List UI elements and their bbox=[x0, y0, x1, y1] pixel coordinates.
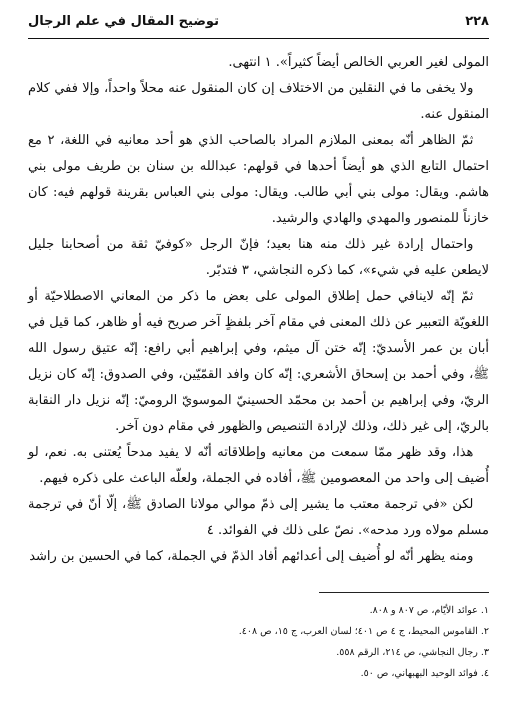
footnote-3: ٣. رجال النجاشي، ص ٢١٤، الرقم ٥٥٨. bbox=[336, 647, 489, 658]
footnote-2: ٢. القاموس المحيط، ج ٤ ص ٤٠١؛ لسان العرب، ج ١٥، ص ٤٠٨. bbox=[238, 626, 489, 637]
page-number: ٢٢٨ bbox=[465, 14, 489, 29]
paragraph-6: هذا، وقد ظهر ممّا سمعت من معانيه وإطلاقاته أنّه لا يفيد مدحاً يُعتنى به. نعم، لو أُضيف إلى واحد من المعصومين ﷺ، أفاده في الجملة، ولعلّه الباعث على ذكره فيهم. bbox=[28, 445, 489, 486]
footnote-divider bbox=[319, 592, 489, 593]
running-title: توضيح المقال في علم الرجال bbox=[28, 14, 219, 29]
footnote-1: ١. عوائد الأيّام، ص ٨٠٧ و ٨٠٨. bbox=[369, 605, 489, 616]
page-header bbox=[28, 14, 489, 29]
footnotes bbox=[28, 600, 489, 684]
paragraph-8: ومنه يظهر أنّه لو أُضيف إلى أعدائهم أفاد الذمّ في الجملة، كما في الحسين بن راشد bbox=[29, 549, 474, 564]
paragraph-5: ثمّ إنّه لاينافي حمل إطلاق المولى على بعض ما ذكر من المعاني الاصطلاحيّة أو اللغويّة التعبير عن ذلك المعنى في مقام آخر بلفظٍ آخر صريح فيه أو ظاهر، كما قيل في أبان بن عمر الأسديّ: إنّه ختن آل ميثم، وفي إبراهيم أبي رافع: إنّه عتيق رسول الله ﷺ، وفي أحمد بن إسحاق الأشعري: إنّه كان وافد القمّيّين، وفي الصدوق: إنّه كان نزيل الريّ، وفي إبراهيم بن أحمد بن محمّد الحسينيّ الموسويّ الروميّ: إنّه نزيل دار النقابة بالريّ، إلى غير ذلك، وذلك لإرادة التنصيص والظهور في مقام دون آخر. bbox=[28, 289, 489, 434]
paragraph-2: ولا يخفى ما في النقلين من الاختلاف إن كان المنقول عنه محلاً واحداً، وإلا ففي كلام المنقول عنه. bbox=[28, 81, 489, 122]
paragraph-4: واحتمال إرادة غير ذلك منه هنا بعيد؛ فإنّ الرجل «كوفيّ ثقة من أصحابنا جليل لايطعن عليه في شيء»، كما ذكره النجاشي، ٣ فتدبّر. bbox=[28, 237, 489, 278]
header-divider bbox=[28, 38, 489, 39]
paragraph-1: المولى لغير العربي الخالص أيضاً كثيراً». ١ انتهى. bbox=[228, 55, 489, 70]
paragraph-3: ثمّ الظاهر أنّه بمعنى الملازم المراد بالصاحب الذي هو أحد معانيه في اللغة، ٢ مع احتمال التابع الذي هو أيضاً أحدها في قولهم: عبدالله بن سنان بن طريف مولى بني هاشم. ويقال: مولى بني أبي طالب. ويقال: مولى بني العباس بقرينة قولهم فيه: كان خازناً للمنصور والمهدي والهادي والرشيد. bbox=[28, 133, 490, 226]
paragraph-7: لكن «في ترجمة معتب ما يشير إلى ذمّ موالي مولانا الصادق ﷺ، إلّا أنّ في ترجمة مسلم مولاه ورد مدحه». نصّ على ذلك في الفوائد. ٤ bbox=[28, 497, 489, 538]
body-text bbox=[28, 50, 489, 570]
footnote-4: ٤. فوائد الوحيد البهبهاني، ص ٥٠. bbox=[360, 668, 489, 679]
